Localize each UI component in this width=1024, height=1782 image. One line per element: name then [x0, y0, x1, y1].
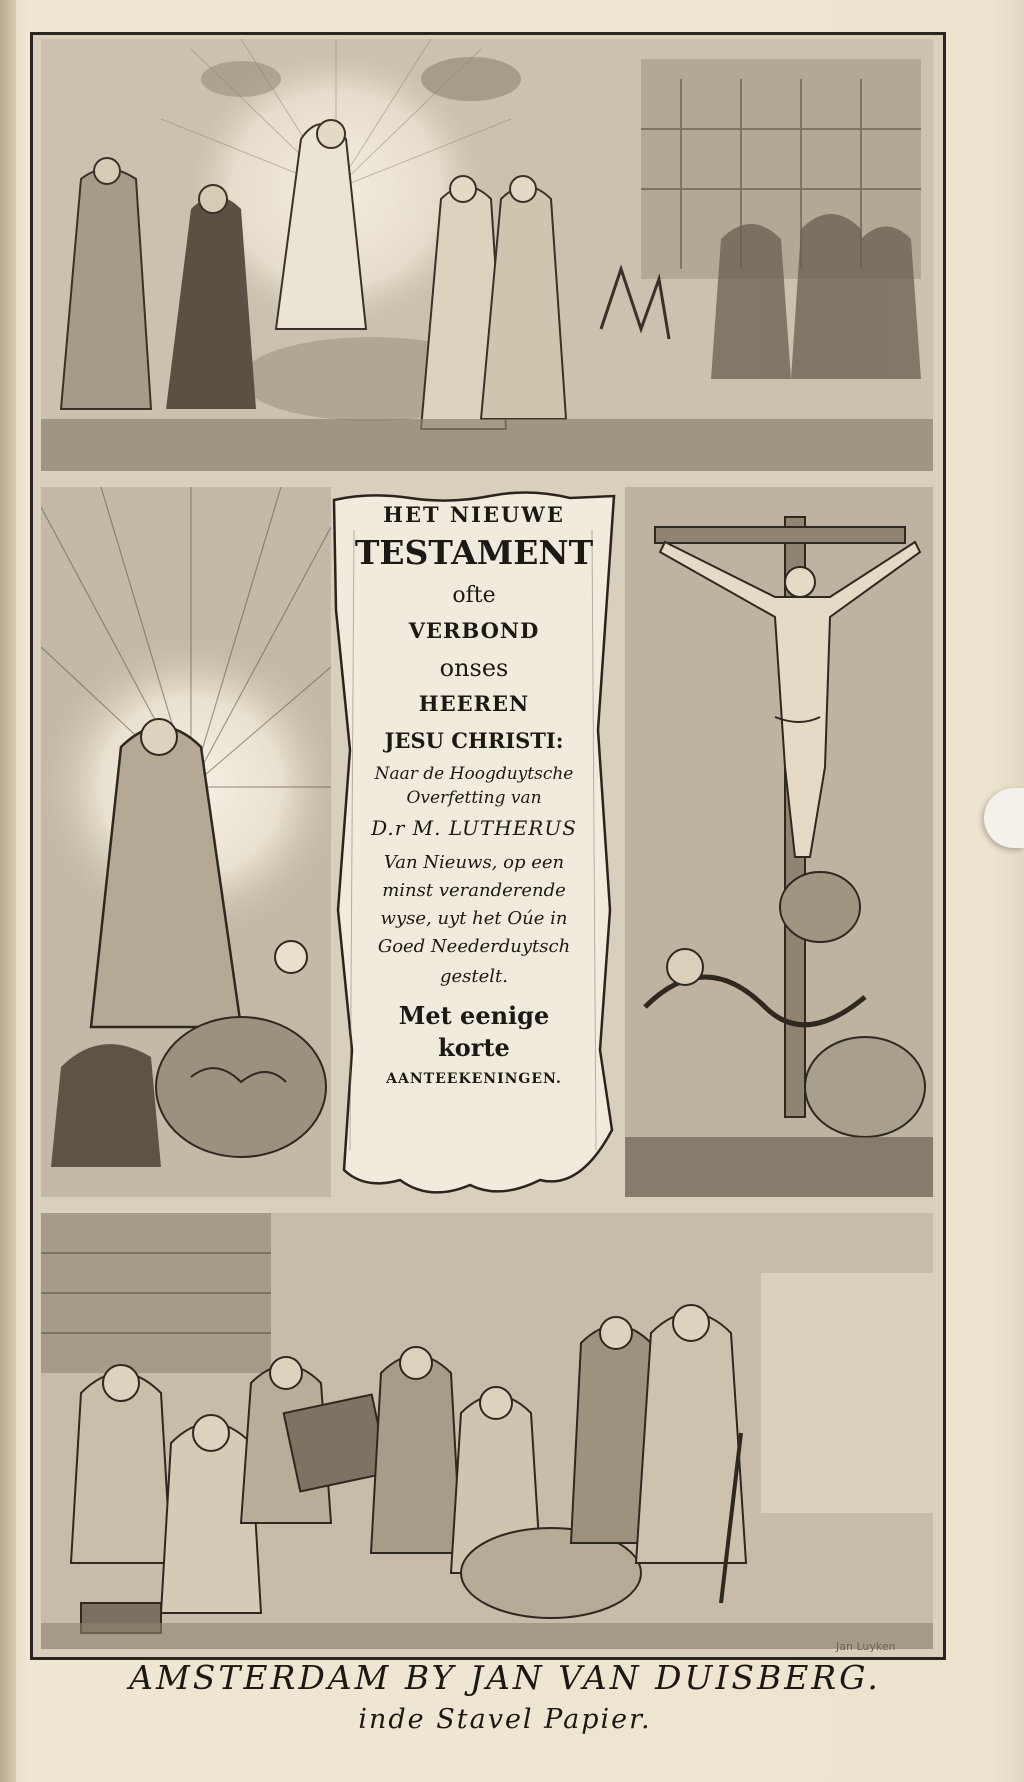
banner-line-hoogduytsche: Naar de Hoogduytsche: [374, 764, 574, 784]
banner-line-heeren: HEEREN: [418, 691, 530, 716]
prophet-in-glory-illustration: [41, 487, 331, 1197]
middle-right-engraving-panel: [625, 487, 933, 1197]
title-banner: [330, 490, 618, 1202]
top-scene-illustration: [41, 39, 933, 471]
banner-line-verbond: VERBOND: [408, 618, 540, 643]
four-evangelists-illustration: [41, 1213, 933, 1649]
banner-line-van-nieuws: Van Nieuws, op een: [383, 852, 565, 873]
banner-line-overzetting: Overfetting van: [406, 788, 542, 808]
imprint-publisher: AMSTERDAM BY JAN VAN DUISBERG.: [129, 1658, 881, 1697]
banner-line-onses: onses: [439, 654, 509, 682]
banner-line-korte: korte: [438, 1033, 510, 1062]
banner-line-jesu-christi: JESU CHRISTI:: [384, 728, 564, 753]
top-engraving-panel: [41, 39, 933, 471]
banner-line-lutherus: D.r M. LUTHERUS: [371, 816, 577, 840]
imprint-address: inde Stavel Papier.: [358, 1704, 652, 1735]
book-spine-edge: [0, 0, 16, 1782]
banner-line-testament: TESTAMENT: [354, 533, 594, 572]
engraver-signature: Jan Luyken: [836, 1640, 896, 1653]
banner-line-veranderende: minst veranderende: [382, 880, 566, 901]
page-tab-marker: [984, 788, 1024, 848]
banner-line-gestelt: gestelt.: [439, 966, 508, 987]
banner-line-aanteekeningen: AANTEEKENINGEN.: [386, 1071, 562, 1087]
banner-line-het-nieuwe: HET NIEUWE: [383, 502, 565, 527]
banner-line-ofte: ofte: [452, 583, 496, 608]
middle-left-engraving-panel: [41, 487, 331, 1197]
bottom-engraving-panel: [41, 1213, 933, 1649]
crucifixion-illustration: [625, 487, 933, 1197]
banner-line-wyse: wyse, uyt het Oúe in: [380, 908, 568, 929]
banner-line-neederduytsch: Goed Neederduytsch: [377, 936, 571, 957]
banner-line-met-eenige: Met eenige: [398, 1001, 550, 1030]
